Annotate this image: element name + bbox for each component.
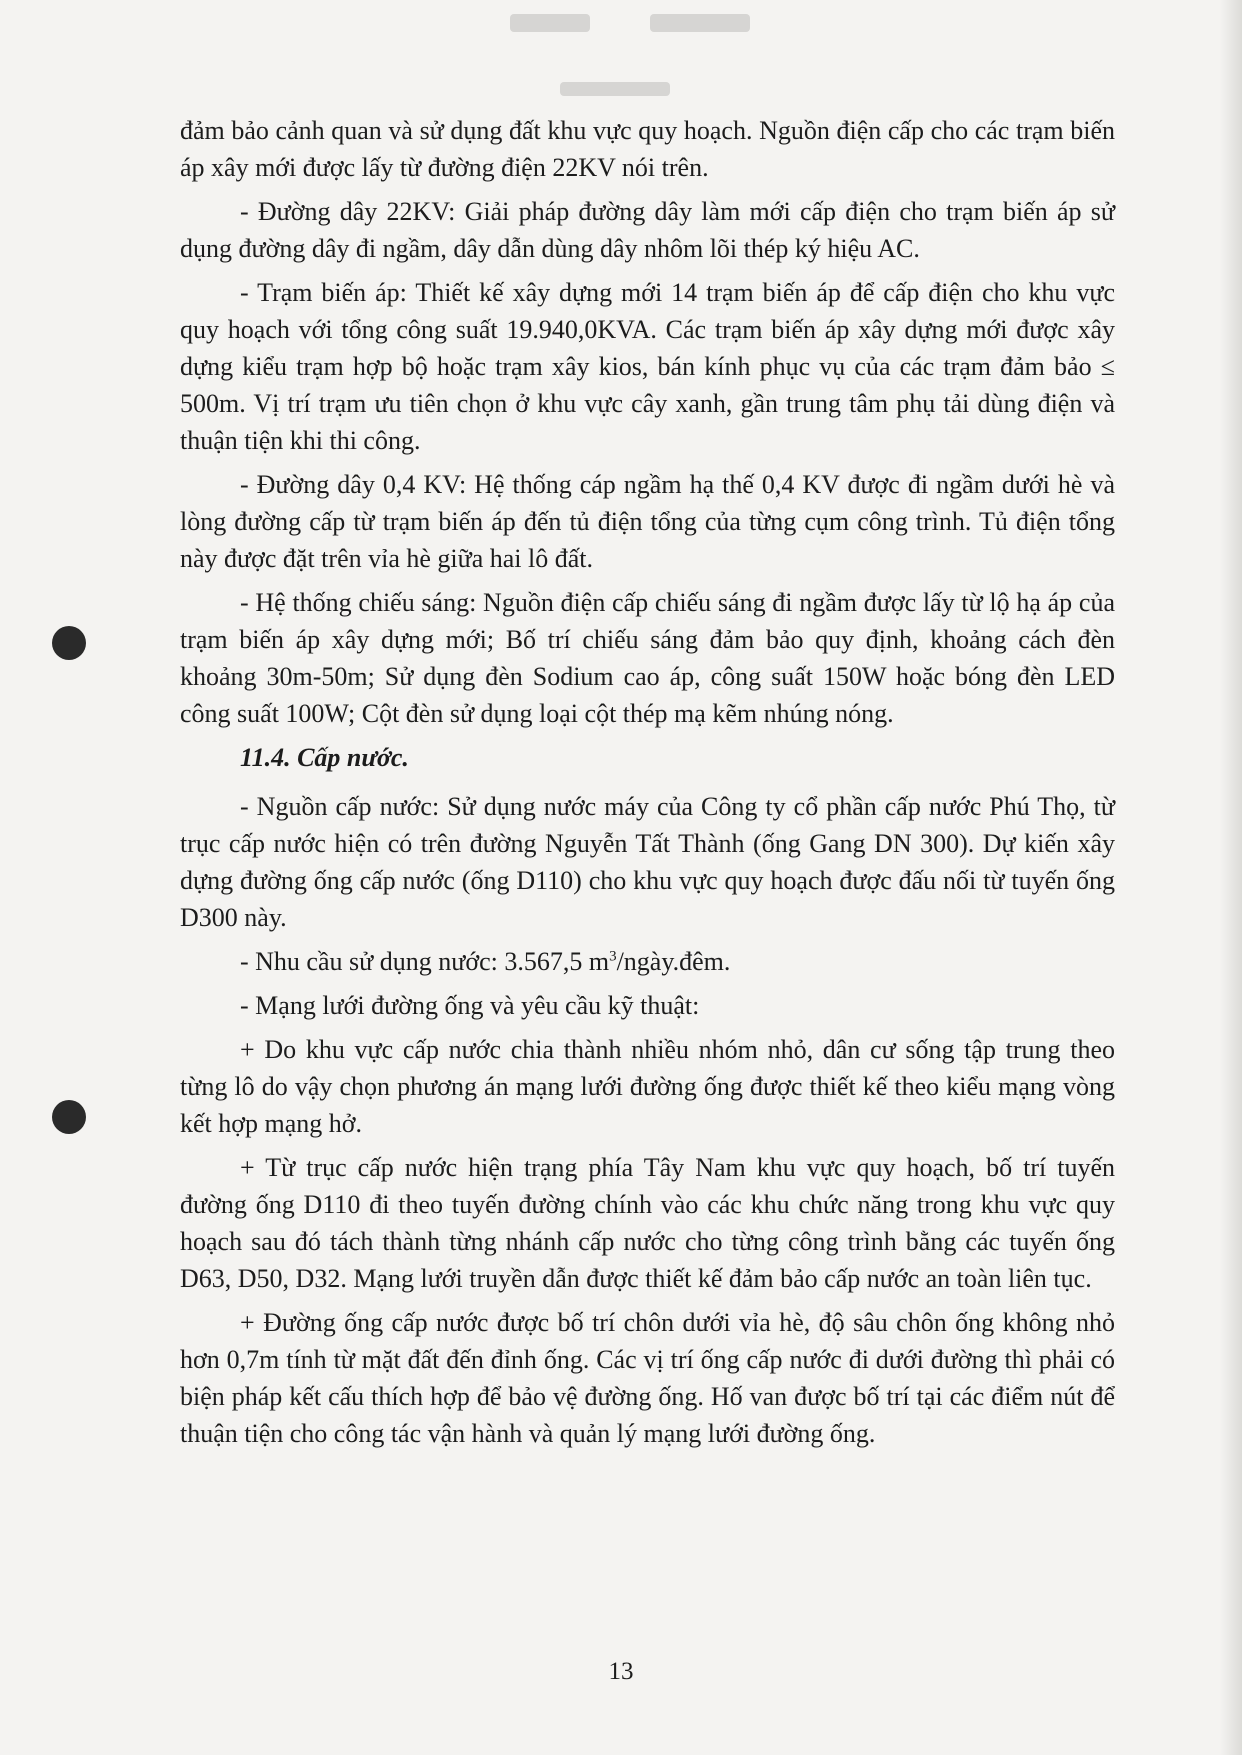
- paragraph-22kv-line: - Đường dây 22KV: Giải pháp đường dây làm mới cấp điện cho trạm biến áp sử dụng đường dây đi ngầm, dây dẫn dùng dây nhôm lõi thép ký hiệu AC.: [180, 197, 1115, 263]
- punch-hole-icon: [52, 626, 86, 660]
- paragraph-pipe-routing: + Từ trục cấp nước hiện trạng phía Tây Nam khu vực quy hoạch, bố trí tuyến đường ống D110 đi theo tuyến đường chính vào các khu chức năng trong khu vực quy hoạch sau đó tách thành từng nhánh cấp nước cho từng công trình bằng các tuyến ống D63, D50, D32. Mạng lưới truyền dẫn được thiết kế đảm bảo cấp nước an toàn liên tục.: [180, 1153, 1115, 1293]
- bleed-through-mark: [510, 14, 590, 32]
- paragraph-pipe-network: - Mạng lưới đường ống và yêu cầu kỹ thuật:: [240, 991, 700, 1020]
- paragraph-pipe-installation: + Đường ống cấp nước được bố trí chôn dưới vỉa hè, độ sâu chôn ống không nhỏ hơn 0,7m tính từ mặt đất đến đỉnh ống. Các vị trí ống cấp nước đi dưới đường thì phải có biện pháp kết cấu thích hợp để bảo vệ đường ống. Hố van được bố trí tại các điểm nút để thuận tiện cho công tác vận hành và quản lý mạng lưới đường ống.: [180, 1308, 1115, 1448]
- bleed-through-mark: [560, 82, 670, 96]
- paragraph-water-source: - Nguồn cấp nước: Sử dụng nước máy của Công ty cổ phần cấp nước Phú Thọ, từ trục cấp nước hiện có trên đường Nguyễn Tất Thành (ống Gang DN 300). Dự kiến xây dựng đường ống cấp nước (ống D110) cho khu vực quy hoạch được đấu nối từ tuyến ống D300 này.: [180, 792, 1115, 932]
- water-demand-text: - Nhu cầu sử dụng nước: 3.567,5 m: [240, 947, 610, 976]
- paragraph-lighting-system: - Hệ thống chiếu sáng: Nguồn điện cấp chiếu sáng đi ngầm được lấy từ lộ hạ áp của trạm biến áp xây dựng mới; Bố trí chiếu sáng đảm bảo quy định, khoảng cách đèn khoảng 30m-50m; Sử dụng đèn Sodium cao áp, công suất 150W hoặc bóng đèn LED công suất 100W; Cột đèn sử dụng loại cột thép mạ kẽm nhúng nóng.: [180, 588, 1115, 728]
- paragraph-network-type: + Do khu vực cấp nước chia thành nhiều nhóm nhỏ, dân cư sống tập trung theo từng lô do vậy chọn phương án mạng lưới đường ống được thiết kế theo kiểu mạng vòng kết hợp mạng hở.: [180, 1035, 1115, 1138]
- page-number: 13: [608, 1658, 634, 1685]
- paragraph-transformer-station: - Trạm biến áp: Thiết kế xây dựng mới 14 trạm biến áp để cấp điện cho khu vực quy hoạch với tổng công suất 19.940,0KVA. Các trạm biến áp xây dựng mới được xây dựng kiểu trạm hợp bộ hoặc trạm xây kios, bán kính phục vụ của các trạm đảm bảo ≤ 500m. Vị trí trạm ưu tiên chọn ở khu vực cây xanh, gần trung tâm phụ tải dùng điện và thuận tiện khi thi công.: [180, 278, 1115, 455]
- paragraph-04kv-line: - Đường dây 0,4 KV: Hệ thống cáp ngầm hạ thế 0,4 KV được đi ngầm dưới hè và lòng đường cấp từ trạm biến áp đến tủ điện tổng của từng cụm công trình. Tủ điện tổng này được đặt trên vỉa hè giữa hai lô đất.: [180, 470, 1115, 573]
- section-heading-water-supply: 11.4. Cấp nước.: [240, 743, 409, 772]
- bleed-through-mark: [650, 14, 750, 32]
- superscript-3: 3: [609, 948, 617, 965]
- paragraph-power-source: đảm bảo cảnh quan và sử dụng đất khu vực quy hoạch. Nguồn điện cấp cho các trạm biến áp xây mới được lấy từ đường điện 22KV nói trên.: [180, 116, 1115, 182]
- punch-hole-icon: [52, 1100, 86, 1134]
- scan-edge-shadow: [1220, 0, 1242, 1755]
- page-body: [180, 112, 1115, 1459]
- water-demand-unit: /ngày.đêm.: [616, 947, 731, 976]
- paragraph-water-demand: [180, 943, 1115, 980]
